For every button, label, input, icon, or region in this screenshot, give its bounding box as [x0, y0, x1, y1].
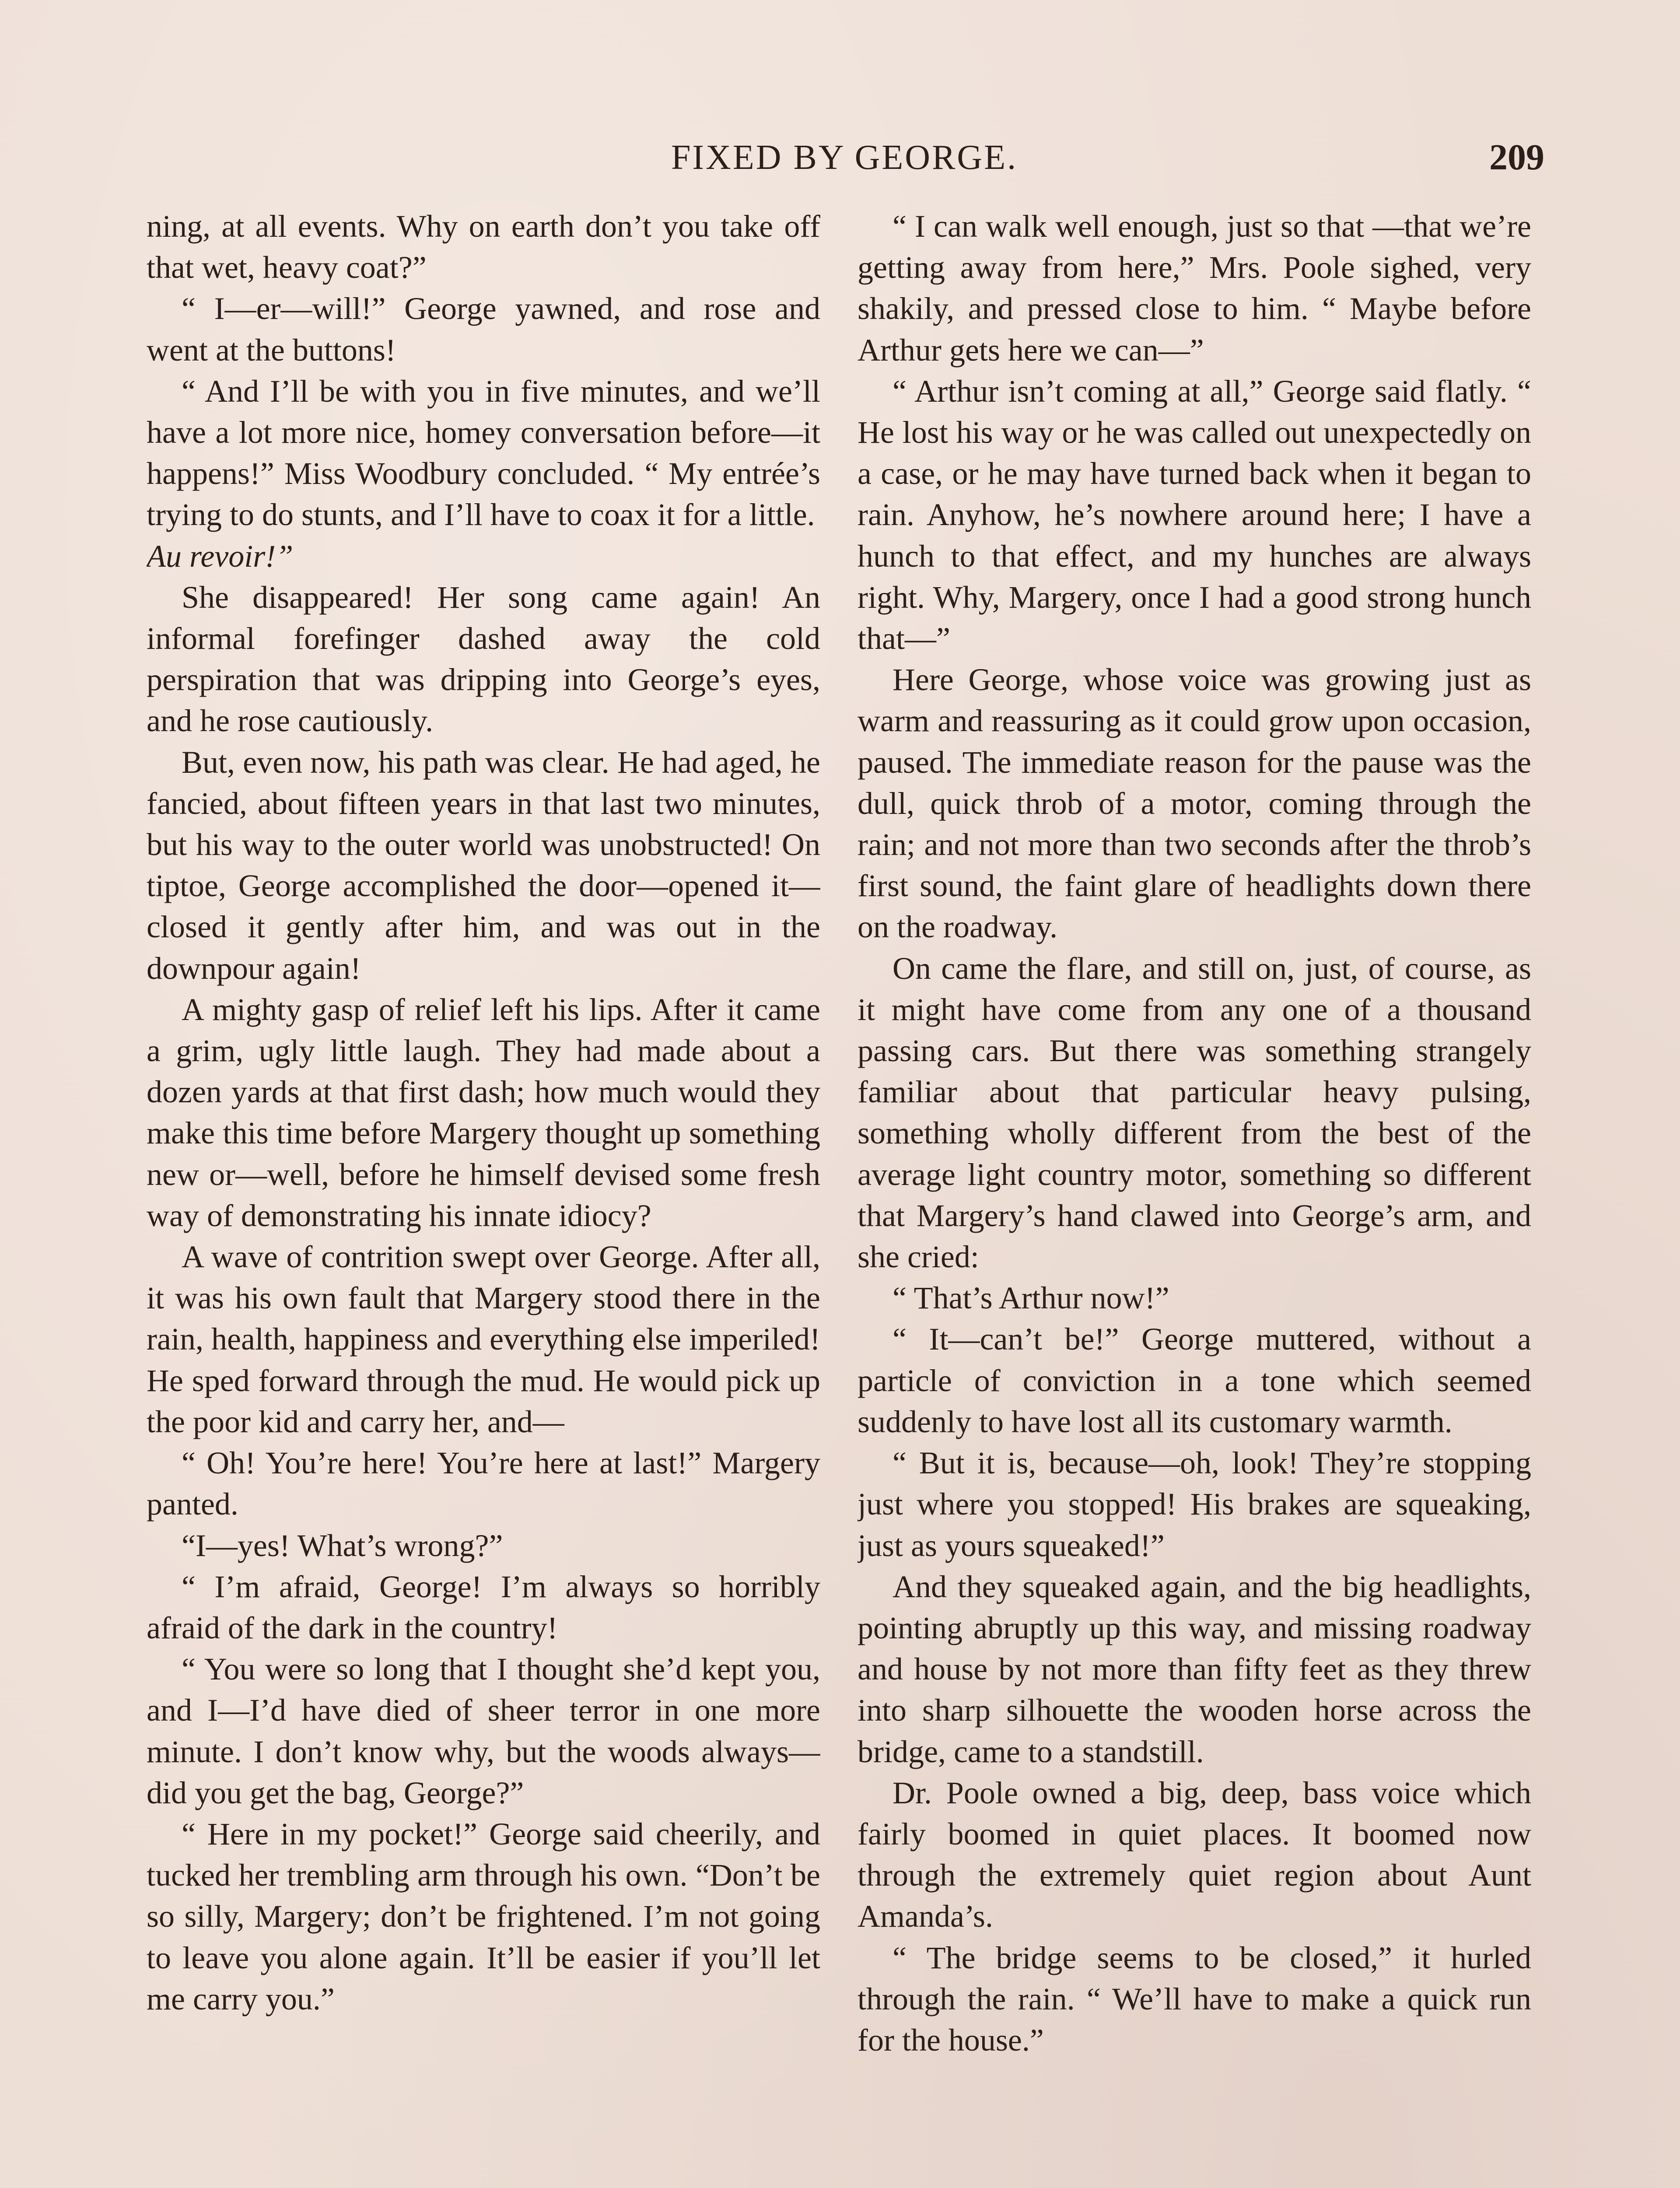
paragraph: A wave of contrition swept over George. After all, it was his own fault that Margery stood there in the rain, health, happiness and everything else imperiled! He sped forward through the mud. He would pick up the poor kid and carry her, and—	[147, 1239, 820, 1439]
paragraph: “I—yes! What’s wrong?”	[182, 1528, 503, 1563]
paragraph: But, even now, his path was clear. He had aged, he fancied, about fifteen years in that last two minutes, but his way to the outer world was unobstructed! On tiptoe, George accomplished the door—opened it—closed it gently after him, and was out in the downpour again!	[147, 744, 820, 986]
paragraph: Here George, whose voice was growing just as warm and reassuring as it could grow upon occasion, paused. The immediate reason for the pause was the dull, quick throb of a motor, coming through the rain; and not more than two seconds after the throb’s first sound, the faint glare of headlights down there on the roadway.	[858, 662, 1531, 945]
paragraph: “ It—can’t be!” George muttered, without a particle of conviction in a tone which seemed suddenly to have lost all its customary warmth.	[858, 1322, 1531, 1439]
paragraph: “ Here in my pocket!” George said cheerily, and tucked her trembling arm through his own. “Don’t be so silly, Margery; don’t be frightened. I’m not going to leave you alone again. It’ll be easier if you’ll let me carry you.”	[147, 1816, 820, 2016]
paragraph: “ I—er—will!” George yawned, and rose and went at the buttons!	[147, 291, 820, 368]
italic-text: Au revoir!”	[147, 538, 294, 574]
paragraph: Dr. Poole owned a big, deep, bass voice which fairly boomed in quiet places. It boomed now through the extremely quiet region about Aunt Amanda’s.	[858, 1775, 1531, 1934]
paragraph: ning, at all events. Why on earth don’t you take off that wet, heavy coat?”	[147, 209, 820, 285]
paragraph: “ That’s Arthur now!”	[892, 1280, 1169, 1316]
paragraph: “ Arthur isn’t coming at all,” George said flatly. “ He lost his way or he was called out unexpectedly on a case, or he may have turned back when it began to rain. Anyhow, he’s nowhere around here; I have a hunch to that effect, and my hunches are always right. Why, Margery, once I had a good strong hunch that—”	[858, 373, 1531, 656]
paragraph: “ Oh! You’re here! You’re here at last!” Margery panted.	[147, 1445, 820, 1522]
paragraph: A mighty gasp of relief left his lips. After it came a grim, ugly little laugh. They had made about a dozen yards at that first dash; how much would they make this time before Margery thought up something new or—well, before he himself devised some fresh way of demonstrating his innate idiocy?	[147, 992, 820, 1233]
paragraph: “ But it is, because—oh, look! They’re stopping just where you stopped! His brakes are squeaking, just as yours squeaked!”	[858, 1445, 1531, 1563]
right-column	[858, 206, 1531, 2188]
page-header	[144, 131, 1544, 184]
left-column	[147, 206, 820, 2188]
paragraph: “ I’m afraid, George! I’m always so horribly afraid of the dark in the country!	[147, 1569, 820, 1645]
paragraph: “ I can walk well enough, just so that —that we’re getting away from here,” Mrs. Poole sighed, very shakily, and pressed close to him. “ Maybe before Arthur gets here we can—”	[858, 209, 1531, 368]
paragraph: On came the flare, and still on, just, of course, as it might have come from any one of a thousand passing cars. But there was something strangely familiar about that particular heavy pulsing, something wholly different from the best of the average light country motor, something so different that Margery’s hand clawed into George’s arm, and she cried:	[858, 950, 1531, 1275]
paragraph: “ You were so long that I thought she’d kept you, and I—I’d have died of sheer terror in one more minute. I don’t know why, but the woods always—did you get the bag, George?”	[147, 1652, 820, 1810]
page-number: 209	[1489, 137, 1544, 178]
paragraph: “ And I’ll be with you in five minutes, and we’ll have a lot more nice, homey conversation before—it happens!” Miss Woodbury concluded. “ My entrée’s trying to do stunts, and I’ll have to coax it for a little.	[147, 373, 820, 533]
paragraph: She disappeared! Her song came again! An informal forefinger dashed away the cold perspiration that was dripping into George’s eyes, and he rose cautiously.	[147, 579, 820, 739]
paragraph: “ The bridge seems to be closed,” it hurled through the rain. “ We’ll have to make a quick run for the house.”	[858, 1940, 1531, 2058]
running-head: FIXED BY GEORGE.	[671, 138, 1018, 177]
paragraph: And they squeaked again, and the big headlights, pointing abruptly up this way, and missing roadway and house by not more than fifty feet as they threw into sharp silhouette the wooden horse across the bridge, came to a standstill.	[858, 1569, 1531, 1769]
paragraph-italic	[147, 536, 820, 577]
